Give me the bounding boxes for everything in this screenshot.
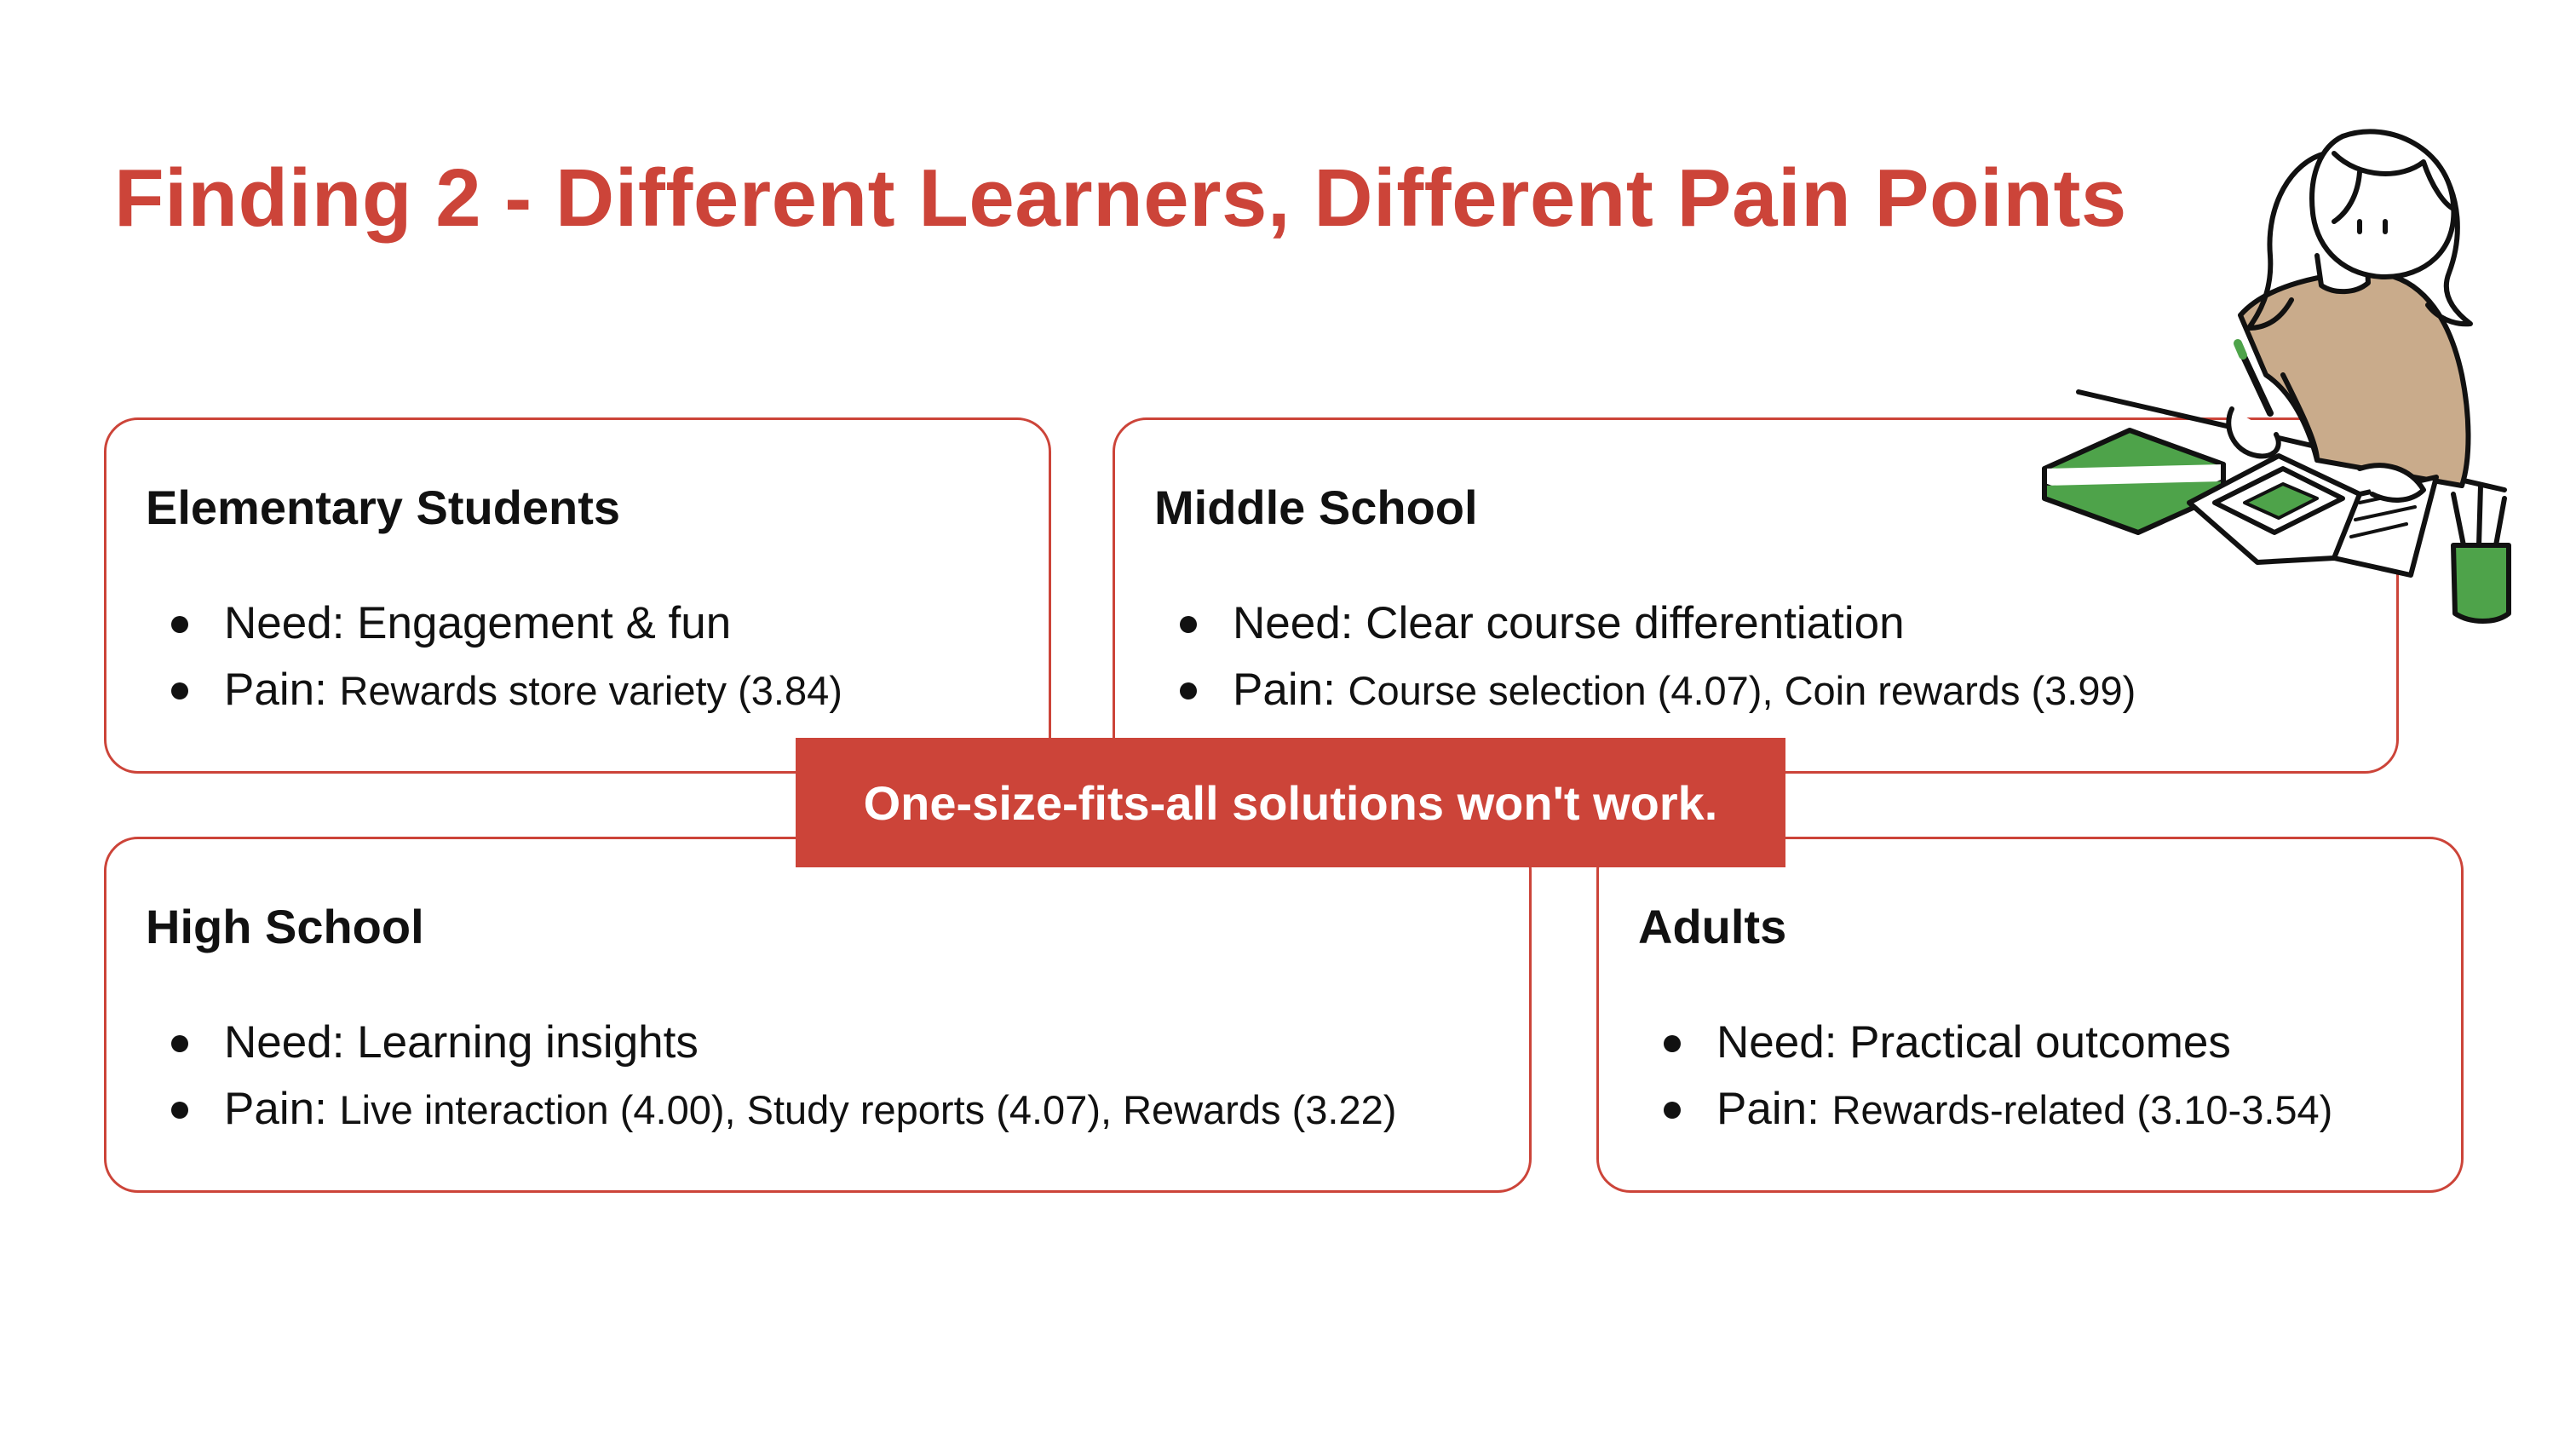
need-item — [1664, 1010, 2332, 1076]
need-value: Learning insights — [357, 1017, 699, 1068]
pain-value: Rewards-related (3.10-3.54) — [1831, 1087, 2333, 1132]
card-title: Elementary Students — [146, 481, 621, 534]
bullet-dot-icon — [1180, 616, 1197, 633]
pencil-cup — [2453, 545, 2509, 621]
need-value: Engagement & fun — [357, 598, 732, 648]
need-label: Need: — [1233, 598, 1354, 648]
pain-value: Course selection (4.07), Coin rewards (3.99) — [1348, 668, 2136, 713]
pain-item — [171, 657, 842, 724]
card-bullet-list — [171, 590, 842, 724]
card-title: Middle School — [1154, 481, 1478, 534]
pain-label: Pain: — [1716, 1084, 1820, 1134]
need-value: Practical outcomes — [1849, 1017, 2231, 1068]
card-bullet-list — [171, 1010, 1396, 1143]
bullet-dot-icon — [171, 1035, 188, 1052]
pain-label: Pain: — [224, 1084, 327, 1134]
pain-value: Rewards store variety (3.84) — [339, 668, 842, 713]
card-high-school — [104, 837, 1532, 1193]
need-label: Need: — [1716, 1017, 1837, 1068]
slide-title: Finding 2 - Different Learners, Different Pain Points — [114, 153, 2127, 244]
bullet-dot-icon — [171, 682, 188, 699]
need-label: Need: — [224, 1017, 345, 1068]
bullet-dot-icon — [1664, 1035, 1681, 1052]
pain-value: Live interaction (4.00), Study reports (4.07), Rewards (3.22) — [339, 1087, 1397, 1132]
pain-item — [171, 1076, 1396, 1143]
card-adults — [1596, 837, 2464, 1193]
cup-pencil — [2453, 494, 2464, 545]
cup-pencil — [2479, 486, 2481, 545]
need-label: Need: — [224, 598, 345, 648]
pain-label: Pain: — [224, 665, 327, 715]
need-value: Clear course differentiation — [1366, 598, 1905, 648]
pain-item — [1664, 1076, 2332, 1143]
pain-label: Pain: — [1233, 665, 1336, 715]
bullet-dot-icon — [171, 1102, 188, 1119]
pencil-tip — [2238, 343, 2243, 355]
student-studying-illustration — [1959, 102, 2521, 630]
need-item — [171, 590, 842, 657]
bullet-dot-icon — [171, 616, 188, 633]
need-item — [171, 1010, 1396, 1076]
bullet-dot-icon — [1180, 682, 1197, 699]
card-title: High School — [146, 900, 424, 953]
pain-item — [1180, 657, 2136, 724]
card-bullet-list — [1664, 1010, 2332, 1143]
cup-pencil — [2496, 498, 2504, 545]
bullet-dot-icon — [1664, 1102, 1681, 1119]
card-title: Adults — [1638, 900, 1787, 953]
key-takeaway-banner: One-size-fits-all solutions won't work. — [796, 738, 1785, 867]
card-elementary-students — [104, 417, 1051, 774]
